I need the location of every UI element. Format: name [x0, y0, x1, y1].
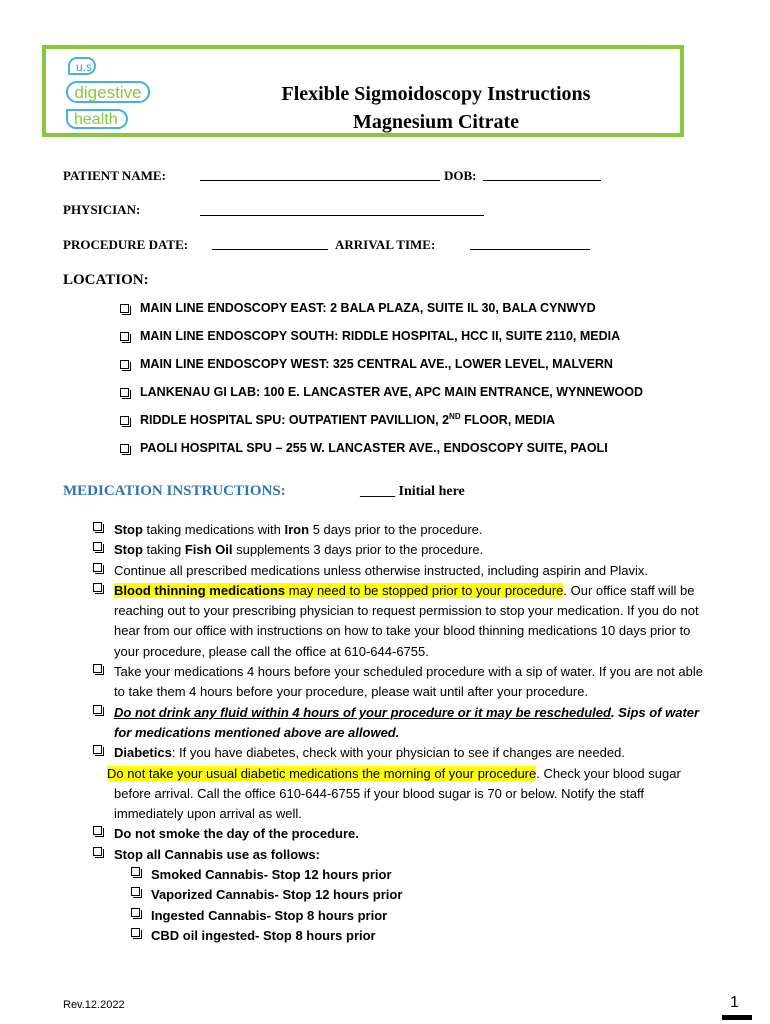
logo-health: health [66, 109, 128, 129]
checkbox-icon[interactable] [120, 360, 129, 369]
location-option[interactable]: PAOLI HOSPITAL SPU – 255 W. LANCASTER AVE., ENDOSCOPY SUITE, PAOLI [120, 441, 643, 469]
checkbox-icon[interactable] [93, 847, 102, 856]
instruction-item: Take your medications 4 hours before your scheduled procedure with a sip of water. If you are not able to take them 4 hours before your procedure, please wait until after your procedure. [93, 662, 713, 703]
header-box [42, 45, 684, 137]
checkbox-icon[interactable] [131, 908, 140, 917]
checkbox-icon[interactable] [131, 887, 140, 896]
location-option[interactable]: RIDDLE HOSPITAL SPU: OUTPATIENT PAVILLION, 2ND FLOOR, MEDIA [120, 413, 643, 441]
cannabis-item: Ingested Cannabis- Stop 8 hours prior [93, 906, 713, 926]
dob-label: DOB: [444, 168, 477, 183]
checkbox-icon[interactable] [131, 928, 140, 937]
patient-name-label: PATIENT NAME: [63, 168, 166, 183]
physician-field[interactable] [200, 215, 484, 216]
checkbox-icon[interactable] [93, 522, 102, 531]
page-number-bar [722, 1015, 752, 1020]
instruction-item: Blood thinning medications may need to be stopped prior to your procedure. Our office staff will be reaching out to your prescribing physician to request permission to stop your medication. If you do not hear from our office with instructions on how to take your blood thinning medications 10 days prior to your procedure, please call the office at 610-644-6755. [93, 581, 713, 662]
instruction-item: Diabetics: If you have diabetes, check with your physician to see if changes are needed. Do not take your usual diabetic medications the morning of your procedure. Check your blood sugar before arrival. Call the office 610-644-6755 if your blood sugar is 70 or below. Notify the staff immediately upon arrival as well. [93, 743, 713, 824]
checkbox-icon[interactable] [93, 583, 102, 592]
instruction-item: Do not smoke the day of the procedure. [93, 824, 713, 844]
checkbox-icon[interactable] [120, 304, 129, 313]
location-option[interactable]: MAIN LINE ENDOSCOPY EAST: 2 BALA PLAZA, SUITE IL 30, BALA CYNWYD [120, 301, 643, 329]
document-title: Flexible Sigmoidoscopy Instructions [281, 83, 591, 105]
revision-date: Rev.12.2022 [63, 999, 125, 1011]
checkbox-icon[interactable] [93, 563, 102, 572]
page-number: 1 [730, 994, 739, 1011]
location-option[interactable]: MAIN LINE ENDOSCOPY SOUTH: RIDDLE HOSPITAL, HCC II, SUITE 2110, MEDIA [120, 329, 643, 357]
checkbox-icon[interactable] [93, 664, 102, 673]
arrival-time-label: ARRIVAL TIME: [335, 237, 436, 252]
instruction-list [93, 520, 713, 946]
checkbox-icon[interactable] [93, 745, 102, 754]
checkbox-icon[interactable] [120, 416, 129, 425]
cannabis-item: CBD oil ingested- Stop 8 hours prior [93, 926, 713, 946]
instruction-item: Stop all Cannabis use as follows: [93, 845, 713, 865]
cannabis-item: Vaporized Cannabis- Stop 12 hours prior [93, 885, 713, 905]
location-option[interactable]: LANKENAU GI LAB: 100 E. LANCASTER AVE, APC MAIN ENTRANCE, WYNNEWOOD [120, 385, 643, 413]
procedure-date-label: PROCEDURE DATE: [63, 237, 189, 252]
document-subtitle: Magnesium Citrate [352, 111, 520, 133]
physician-label: PHYSICIAN: [63, 202, 141, 217]
instruction-item: Stop taking Fish Oil supplements 3 days prior to the procedure. [93, 540, 713, 560]
checkbox-icon[interactable] [131, 867, 140, 876]
checkbox-icon[interactable] [120, 332, 129, 341]
instruction-item: Do not drink any fluid within 4 hours of your procedure or it may be rescheduled. Sips of water for medications mentioned above are allowed. [93, 703, 713, 744]
patient-name-field[interactable] [200, 180, 440, 181]
checkbox-icon[interactable] [93, 542, 102, 551]
checkbox-icon[interactable] [120, 388, 129, 397]
dob-field[interactable] [483, 180, 601, 181]
checkbox-icon[interactable] [93, 826, 102, 835]
checkbox-icon[interactable] [93, 705, 102, 714]
initial-here-field[interactable]: _____ Initial here [360, 484, 465, 499]
checkbox-icon[interactable] [120, 444, 129, 453]
procedure-date-field[interactable] [212, 249, 328, 250]
location-title: LOCATION: [63, 272, 149, 288]
medication-instructions-title: MEDICATION INSTRUCTIONS: [63, 483, 286, 499]
logo-digestive: digestive [66, 81, 150, 103]
us-digestive-health-logo [64, 53, 164, 133]
instruction-item: Continue all prescribed medications unless otherwise instructed, including aspirin and Plavix. [93, 561, 713, 581]
location-option[interactable]: MAIN LINE ENDOSCOPY WEST: 325 CENTRAL AVE., LOWER LEVEL, MALVERN [120, 357, 643, 385]
arrival-time-field[interactable] [470, 249, 590, 250]
location-list [120, 301, 643, 469]
instruction-item: Stop taking medications with Iron 5 days prior to the procedure. [93, 520, 713, 540]
logo-us: u.s. [68, 57, 96, 75]
cannabis-item: Smoked Cannabis- Stop 12 hours prior [93, 865, 713, 885]
